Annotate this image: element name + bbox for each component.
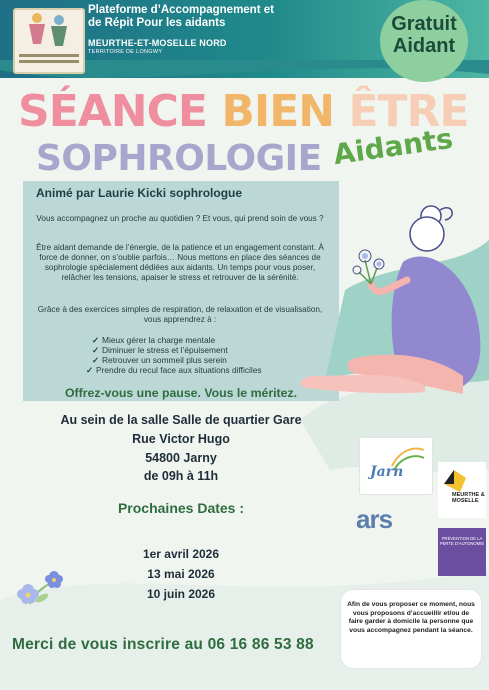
- jarn-logo-text: Jarn: [370, 464, 404, 480]
- list-item: ✓ Prendre du recul face aux situations difficiles: [86, 365, 262, 375]
- prevention-logo-text: PRÉVENTION DE LA PERTE D’AUTONOMIE: [439, 536, 485, 546]
- intro-paragraph: Être aidant demande de l’énergie, de la patience et un engagement constant. À force de donner, on s’oublie parfois… Nous mettons en place des séances de sophrologie spécialement dédiées aux aidants. Un temps pour vous poser, relâcher les tensions, apaiser le stress et retrouver de la sérénité.: [36, 243, 324, 282]
- badge-line-1: Gratuit: [391, 13, 457, 35]
- jarn-logo: [359, 437, 433, 495]
- free-badge: [380, 0, 468, 82]
- org-title: Plateforme d’Accompagnement et de Répit Pour les aidants: [88, 4, 274, 29]
- title-word-etre: ÊTRE: [348, 86, 469, 137]
- registration-line: Merci de vous inscrire au 06 16 86 53 88: [12, 636, 314, 653]
- title-word-bien: BIEN: [221, 86, 335, 137]
- date-1: 1er avril 2026: [142, 547, 220, 561]
- prevention-logo: [438, 528, 486, 576]
- list-item: ✓ Mieux gérer la charge mentale: [92, 335, 216, 345]
- org-block: [88, 4, 278, 55]
- subtitle-sophrologie: SOPHROLOGIE: [36, 138, 322, 179]
- benefits-intro: Grâce à des exercices simples de respiration, de relaxation et de visualisation, vous apprendrez à :: [37, 305, 323, 324]
- intro-question: Vous accompagnez un proche au quotidien ? Et vous, qui prend soin de vous ?: [36, 214, 324, 223]
- title-aidants: Aidants: [331, 121, 455, 172]
- care-bubble: Afin de vous proposer ce moment, nous vous proposons d’accueillir et/ou de faire garder à domicile la personne que vous accompagnez pendant la séance.: [341, 590, 481, 668]
- woman-illustration: [285, 180, 489, 440]
- people-logo-icon: [15, 10, 83, 50]
- meurthe-moselle-logo: [438, 462, 486, 518]
- meurthe-moselle-text: MEURTHE & MOSELLE: [452, 492, 485, 504]
- badge-line-2: Aidant: [392, 35, 456, 57]
- check-icon: ✓: [92, 345, 100, 355]
- list-item: ✓ Diminuer le stress et l’épuisement: [92, 345, 228, 355]
- territory-label: TERRITOIRE DE LONGWY: [88, 49, 163, 55]
- benefits-list: [86, 335, 262, 375]
- ars-logo-text: ars: [356, 504, 393, 534]
- platform-logo: [13, 8, 85, 74]
- logo-text-line: [19, 54, 79, 57]
- ars-logo: [356, 504, 416, 540]
- logo-text-line: [19, 60, 79, 63]
- title-word-seance: SÉANCE: [18, 86, 207, 137]
- check-icon: ✓: [86, 365, 94, 375]
- location-line-4: de 09h à 11h: [143, 469, 219, 483]
- date-2: 13 mai 2026: [147, 567, 215, 581]
- check-icon: ✓: [92, 355, 100, 365]
- list-item: ✓ Retrouver un sommeil plus serein: [92, 355, 227, 365]
- next-dates-heading: Prochaines Dates :: [117, 500, 245, 516]
- date-3: 10 juin 2026: [146, 587, 216, 601]
- check-icon: ✓: [92, 335, 100, 345]
- location-line-3: 54800 Jarny: [145, 451, 217, 465]
- flowers-icon: [12, 564, 72, 610]
- location-line-1: Au sein de la salle Salle de quartier Gare: [60, 413, 302, 427]
- location-line-2: Rue Victor Hugo: [132, 432, 230, 446]
- offer-line: Offrez-vous une pause. Vous le méritez.: [64, 386, 298, 400]
- animator-line: Animé par Laurie Kicki sophrologue: [36, 186, 243, 200]
- region-label: MEURTHE-ET-MOSELLE NORD: [88, 38, 227, 48]
